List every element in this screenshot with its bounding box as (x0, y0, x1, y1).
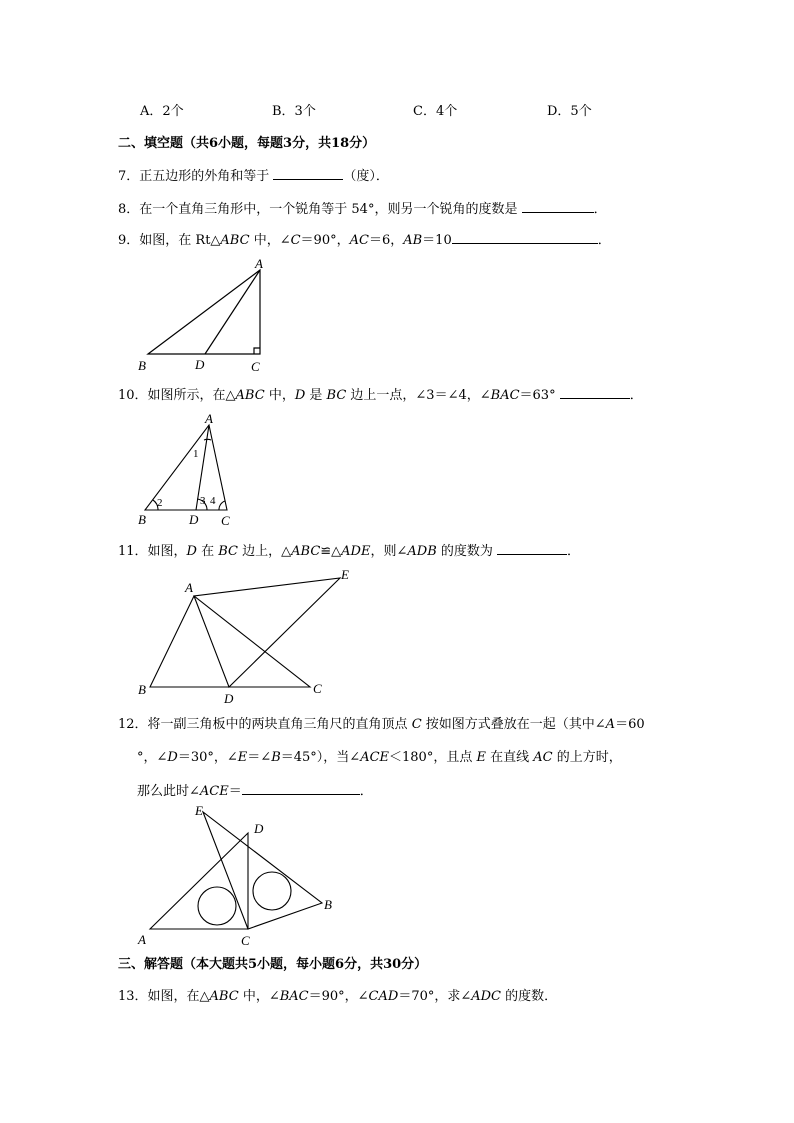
q9-label-c: C (251, 359, 260, 374)
q10-part: 10．如图所示，在△ (118, 388, 236, 403)
choice-b: B．3个 (272, 104, 316, 119)
q12-part: 的上方时， (552, 750, 622, 765)
q13-var: CAD (368, 989, 399, 1004)
q10-label-3: 3 (200, 495, 206, 507)
q12-var: AC (533, 750, 553, 765)
q10-part: 边上一点，∠3＝∠4，∠ (346, 388, 491, 403)
q12-part: ＝ (228, 784, 242, 799)
q9-label-b: B (138, 358, 146, 373)
q12-var: E (476, 750, 486, 765)
q12-var: B (271, 750, 281, 765)
q9-var: ABC (220, 233, 250, 248)
q11-label-d: D (224, 691, 234, 706)
q11-label-b: B (138, 682, 146, 697)
q12-var: E (237, 750, 248, 765)
q10-label-1: 1 (193, 448, 199, 460)
q10-label-d: D (189, 512, 199, 527)
q13-part: ＝90°，∠ (308, 989, 369, 1004)
q12-var: D (167, 750, 178, 765)
q9-var: AC (349, 233, 369, 248)
q10-label-a: A (205, 411, 213, 426)
q12-part: ＝45°），当∠ (280, 750, 361, 765)
q11-part: 的度数为 (436, 544, 498, 559)
q13-part: 中，∠ (238, 989, 280, 1004)
q12-part: ＝30°，∠ (177, 750, 238, 765)
q13-var: BAC (279, 989, 309, 1004)
q11-var: ADB (407, 544, 437, 559)
question-7-after: （度）． (343, 169, 389, 184)
q12-part: ＝∠ (247, 750, 272, 765)
q13-part: ＝70°，求∠ (398, 989, 472, 1004)
q10-var: BC (326, 388, 347, 403)
q10-after: ． (629, 388, 643, 403)
q11-part: 边上，△ (238, 544, 292, 559)
q12-part: ＝60 (615, 717, 645, 732)
q9-label-a: A (255, 256, 263, 271)
q9-after: ． (597, 233, 611, 248)
q12-part: °，∠ (137, 750, 168, 765)
q12-var: ACE (360, 750, 390, 765)
q11-label-a: A (185, 580, 193, 595)
q12-var: C (411, 717, 422, 732)
q9-part: ＝6， (368, 233, 404, 248)
q10-part: ＝63° (519, 388, 560, 403)
q11-label-e: E (341, 567, 349, 582)
q12-ruler-hole-left (198, 887, 236, 925)
q12-part: 那么此时∠ (137, 784, 200, 799)
q12-part: 12．将一副三角板中的两块直角三角尺的直角顶点 (118, 717, 412, 732)
choice-d: D．5个 (547, 104, 592, 119)
question-7-text: 7．正五边形的外角和等于 (118, 169, 274, 184)
q12-after: ． (359, 784, 373, 799)
choice-a: A．2个 (140, 104, 184, 119)
question-8-text: 8．在一个直角三角形中，一个锐角等于 54°，则另一个锐角的度数是 (118, 202, 522, 217)
q11-var: D (186, 544, 197, 559)
q9-part: ＝90°， (300, 233, 350, 248)
choice-c: C．4个 (413, 104, 458, 119)
question-8-after: ． (593, 202, 607, 217)
q12-var: ACE (199, 784, 229, 799)
q12-label-b: B (324, 897, 332, 912)
q12-var: A (605, 717, 616, 732)
q12-triangle-acd (150, 833, 248, 929)
section-2-title: 二、填空题（共6小题，每题3分，共18分） (118, 136, 376, 151)
q10-label-4: 4 (210, 495, 216, 507)
q10-part: 是 (305, 388, 327, 403)
section-3-title: 三、解答题（本大题共5小题，每小题6分，共30分） (118, 957, 428, 972)
q9-part: ＝10 (422, 233, 452, 248)
q11-label-c: C (313, 681, 322, 696)
q13-part: 的度数． (501, 989, 558, 1004)
q11-part: ，则∠ (370, 544, 408, 559)
q12-label-d: D (254, 821, 264, 836)
q12-ruler-hole-right (253, 872, 291, 910)
q9-part: 9．如图，在 Rt△ (118, 233, 221, 248)
q9-var: AB (403, 233, 423, 248)
q12-label-a: A (138, 932, 146, 947)
q11-after: ． (567, 544, 581, 559)
q10-part: 中， (264, 388, 295, 403)
q11-part: 11．如图， (118, 544, 187, 559)
q12-part: ＜180°，且点 (389, 750, 477, 765)
q11-var: ADE (341, 544, 371, 559)
q11-part: 在 (196, 544, 219, 559)
q9-label-d: D (195, 357, 205, 372)
q9-part: 中，∠ (249, 233, 291, 248)
q10-label-2: 2 (157, 497, 163, 509)
q11-var: ABC (291, 544, 321, 559)
q13-var: ADC (471, 989, 502, 1004)
q10-var: D (294, 388, 306, 403)
q10-var: ABC (235, 388, 265, 403)
q9-var: C (290, 233, 301, 248)
q10-label-c: C (221, 513, 230, 528)
q13-part: 13．如图，在△ (118, 989, 210, 1004)
question-13 (118, 988, 557, 1006)
q10-label-b: B (138, 512, 146, 527)
q12-part: 在直线 (485, 750, 534, 765)
q12-label-e: E (195, 803, 203, 818)
q12-part: 按如图方式叠放在一起（其中∠ (421, 717, 606, 732)
q11-var: BC (218, 544, 238, 559)
q12-label-c: C (241, 933, 250, 948)
q11-part: ≌△ (320, 544, 342, 559)
q13-var: ABC (209, 989, 239, 1004)
q10-var: BAC (490, 388, 520, 403)
